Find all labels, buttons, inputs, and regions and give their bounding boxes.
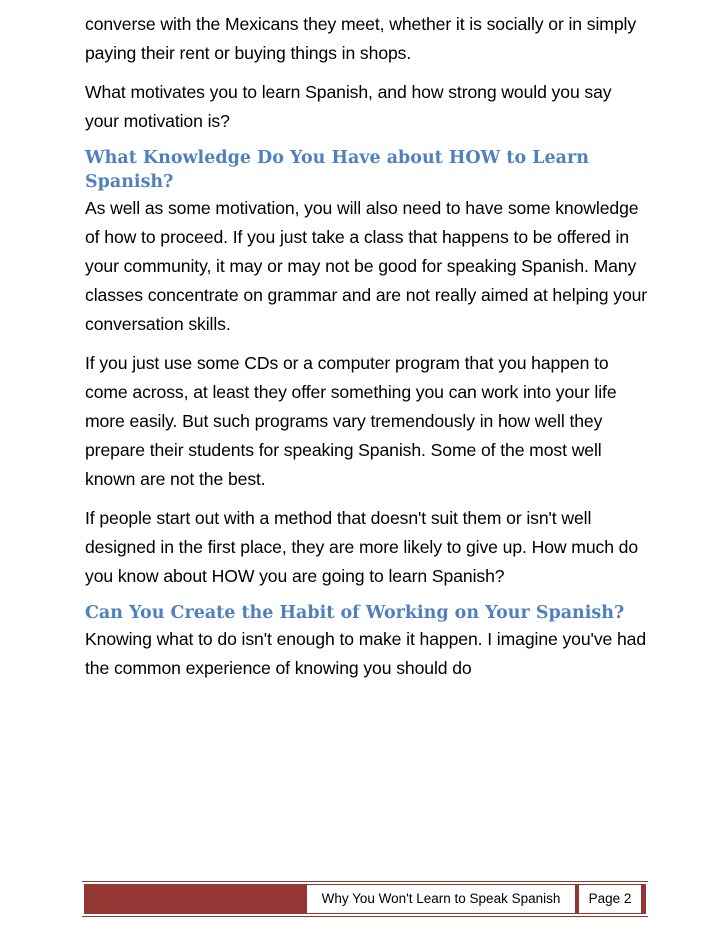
paragraph-2: What motivates you to learn Spanish, and how strong would you say your motivation is? [85, 82, 612, 131]
paragraph-3: As well as some motivation, you will also need to have some knowledge of how to proceed. If you just take a class that happens to be offered in your community, it may or may not be good for speaking Spanish. Many classes concentrate on grammar and are not really aimed at helping your conversation skills. [85, 198, 648, 334]
page-footer [82, 881, 648, 917]
paragraph-1: converse with the Mexicans they meet, whether it is socially or in simply paying their rent or buying things in shops. [85, 14, 637, 63]
heading-how-to-learn: What Knowledge Do You Have about HOW to Learn Spanish? [85, 148, 589, 192]
paragraph-4: If you just use some CDs or a computer program that you happen to come across, at least they offer something you can work into your life more easily. But such programs vary tremendously in how well they prepare their students for speaking Spanish. Some of the most well known are not the best. [85, 353, 617, 489]
footer-page-number: Page 2 [579, 885, 641, 913]
page-body [85, 10, 650, 693]
paragraph-5: If people start out with a method that doesn't suit them or isn't well designed in the first place, they are more likely to give up. How much do you know about HOW you are going to learn Spanish? [85, 508, 639, 586]
heading-create-habit: Can You Create the Habit of Working on Your Spanish? [85, 603, 625, 623]
paragraph-6: Knowing what to do isn't enough to make it happen. I imagine you've had the common experience of knowing you should do [85, 629, 647, 678]
footer-document-title: Why You Won't Learn to Speak Spanish [307, 885, 575, 913]
